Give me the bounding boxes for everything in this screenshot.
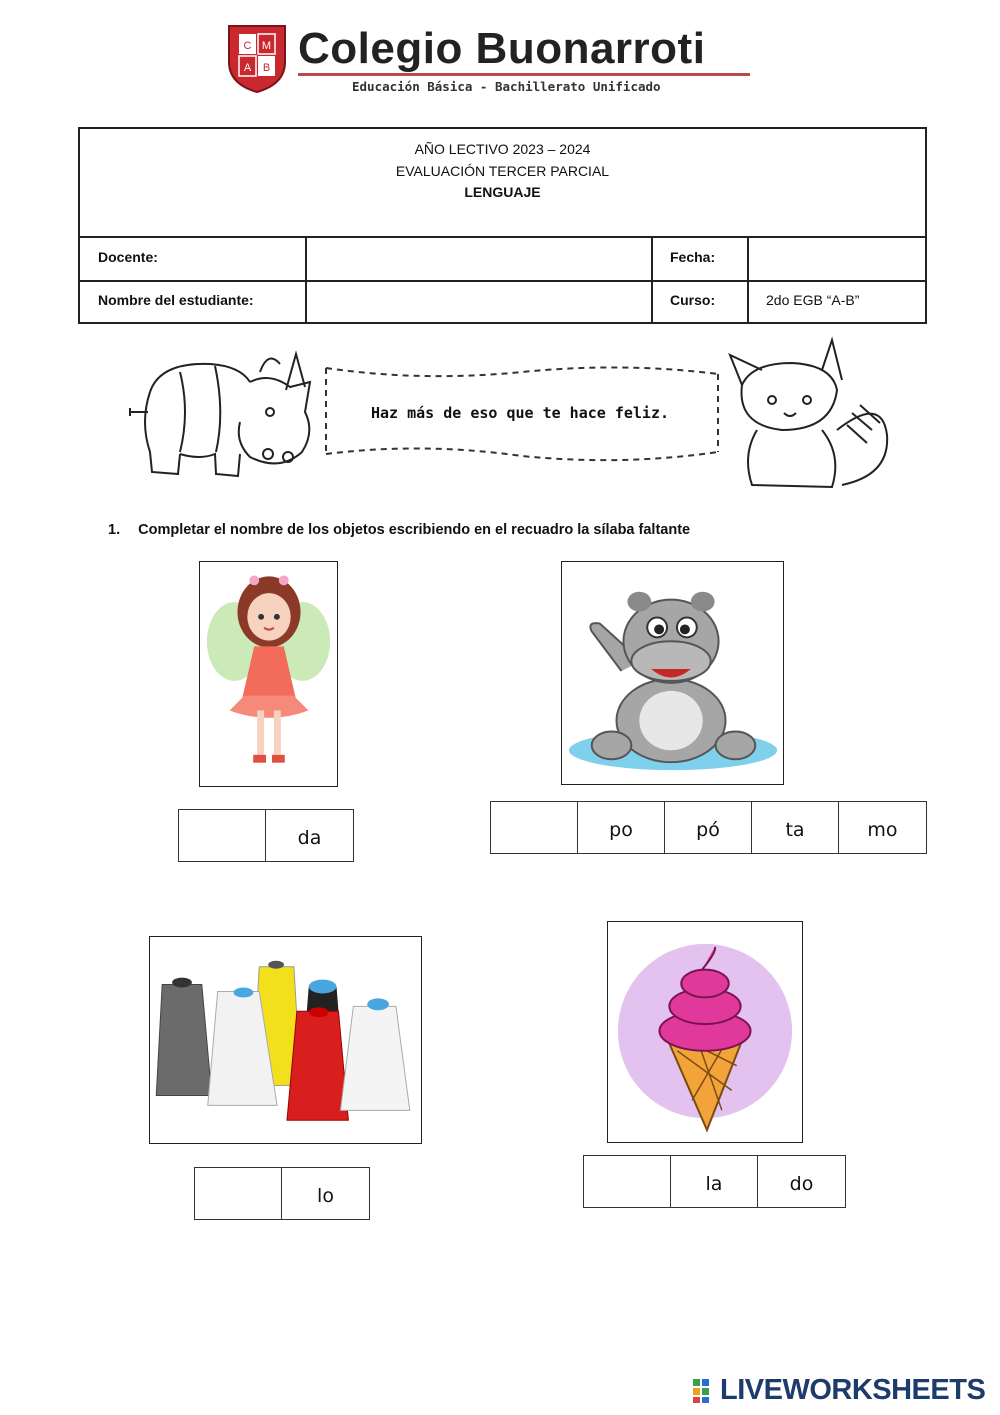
hippo-image [561,561,784,785]
school-year: AÑO LECTIVO 2023 – 2024 [414,141,591,157]
red-panda-illustration [722,335,892,493]
teacher-field[interactable] [308,238,650,279]
missing-syllable-input[interactable] [179,810,266,861]
banner-message: Haz más de eso que te hace feliz. [370,404,669,422]
syllable-row-hippo [490,801,927,854]
missing-syllable-input[interactable] [584,1156,671,1207]
student-label: Nombre del estudiante: [98,292,254,308]
thread-spools-image [149,936,422,1144]
syllable-box: po [578,802,665,853]
student-field[interactable] [308,282,650,323]
date-label: Fecha: [670,249,716,265]
syllable-box: la [671,1156,758,1207]
date-field[interactable] [750,238,925,279]
instruction [108,522,690,538]
subject-title: LENGUAJE [464,184,541,200]
syllable-box: do [789,1172,814,1195]
rhino-illustration [120,342,320,482]
missing-syllable-input[interactable] [491,802,578,853]
logo-letter-m: M [261,40,272,52]
syllable-row-threads [194,1167,370,1220]
instruction-number: 1. [108,522,121,538]
syllable-row-icecream [583,1155,846,1208]
course-label: Curso: [670,292,716,308]
syllable-box: mo [867,818,898,841]
logo-letter-a: A [243,62,252,74]
fairy-image [199,561,338,787]
liveworksheets-icon [692,1378,718,1404]
school-subtitle: Educación Básica - Bachillerato Unificado [352,79,661,94]
instruction-text: Completar el nombre de los objetos escribiendo en el recuadro la sílaba faltante [138,522,691,538]
logo-letter-c: C [243,40,252,52]
course-value: 2do EGB “A-B” [766,292,860,308]
exam-title: EVALUACIÓN TERCER PARCIAL [395,163,610,179]
missing-syllable-input[interactable] [195,1168,282,1219]
teacher-label: Docente: [98,249,158,265]
info-table [78,127,927,324]
ice-cream-image [607,921,803,1143]
school-name: Colegio Buonarroti [298,24,706,73]
school-logo [226,22,288,94]
liveworksheets-brand[interactable]: LIVEWORKSHEETS [720,1374,986,1406]
header-divider [298,73,750,76]
syllable-box: ta [752,802,839,853]
syllable-row-fairy [178,809,354,862]
logo-letter-b: B [262,62,271,74]
syllable-box: pó [665,802,752,853]
syllable-box: da [297,826,322,849]
syllable-box: lo [317,1184,334,1207]
